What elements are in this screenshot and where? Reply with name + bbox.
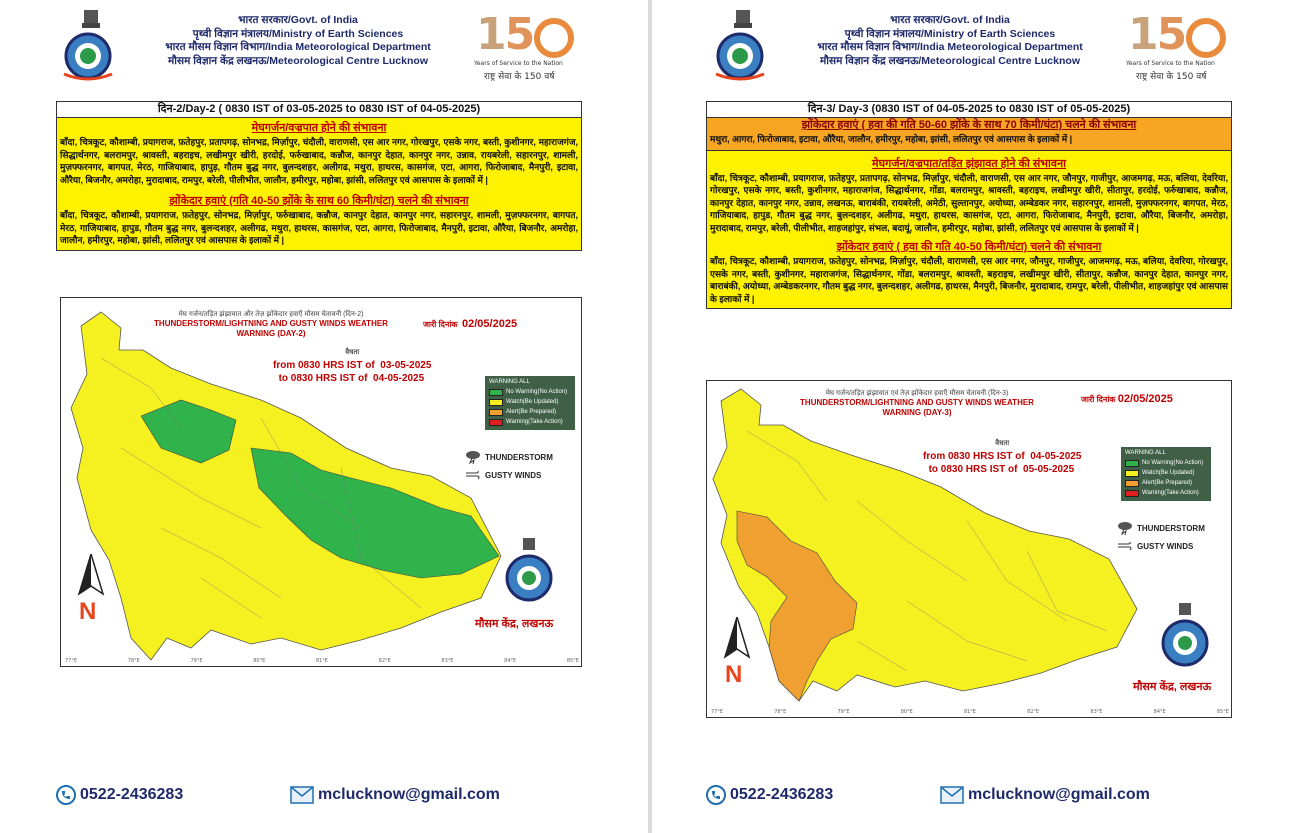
day-2-legend [485, 376, 575, 430]
logo-150-tagline-hi: राष्ट्र सेवा के 150 वर्ष [484, 72, 555, 82]
north-arrow-icon [77, 554, 105, 598]
header [0, 4, 648, 84]
day-2-title: दिन-2/Day-2 ( 0830 IST of 03-05-2025 to 0830 IST of 04-05-2025) [57, 102, 581, 118]
tick-label: 77°E [711, 709, 724, 715]
thunderstorm-icon [465, 450, 481, 464]
email-icon [940, 786, 964, 804]
met-centre-logo-icon [503, 538, 555, 604]
gusty-winds-symbol [1117, 541, 1193, 551]
logo-150-number: 15 [1128, 9, 1186, 60]
gusty-winds-icon [1117, 541, 1133, 551]
gusty-winds-label: GUSTY WINDS [485, 470, 542, 480]
day-2-map-title [121, 310, 421, 339]
logo-150-tagline-en: Years of Service to the Nation [1126, 60, 1215, 67]
validity-hi: वैधता [995, 440, 1010, 447]
tick-label: 77°E [65, 658, 78, 664]
gusty-winds-symbol [465, 470, 541, 480]
day-3-map-title-en-2: WARNING (DAY-3) [882, 408, 952, 417]
issue-date-value: 02/05/2025 [462, 318, 518, 330]
day-2-forecast-box [56, 101, 582, 251]
tick-label: 82°E [378, 658, 391, 664]
tick-label: 85°E [566, 658, 579, 664]
day-3-map-title [767, 389, 1067, 418]
tick-label: 79°E [190, 658, 203, 664]
phone-icon [706, 785, 726, 805]
legend-item [489, 417, 571, 427]
day-3-warning-map [706, 380, 1232, 718]
footer-phone[interactable] [56, 782, 183, 808]
phone-number: 0522-2436283 [730, 786, 834, 803]
tick-label: 84°E [504, 658, 517, 664]
legend-swatch-yellow [489, 399, 503, 406]
logo-150-ring-icon [534, 18, 574, 58]
legend-swatch-orange [489, 409, 503, 416]
legend-swatch-red [489, 419, 503, 426]
validity-to-prefix: to 0830 HRS IST of [278, 373, 368, 384]
legend-item [489, 407, 571, 417]
validity-to-date: 05-05-2025 [1023, 464, 1075, 475]
thunderstorm-label: THUNDERSTORM [1137, 523, 1205, 533]
thunderstorm-symbol [465, 450, 553, 464]
legend-item [1125, 458, 1207, 468]
day-3-issue-date [1081, 393, 1173, 405]
logo-150-tagline-en: Years of Service to the Nation [474, 60, 563, 67]
tick-label: 82°E [1027, 709, 1040, 715]
validity-to-date: 04-05-2025 [373, 373, 425, 384]
legend-label: Warning(Take Action) [506, 419, 563, 425]
tick-label: 80°E [900, 709, 913, 715]
tick-label: 85°E [1216, 709, 1229, 715]
org-line-2: पृथ्वी विज्ञान मंत्रालय/Ministry of Earth Sciences [844, 27, 1056, 40]
day-3-thunderstorm-districts: बाँदा, चित्रकूट, कौशाम्बी, प्रयागराज, फ़तेहपुर, प्रतापगढ़, सोनभद्र, मिर्ज़ापुर, चंदौली, वाराणसी, एस आर नगर, जौनपुर, गाजीपुर, आजमगढ़, मऊ, बलिया, देवरिया, गोरखपुर, एसके नगर, बस्ती, कुशीनगर, महाराजगंज, सिद्धार्थनगर, गोंडा, बलरामपुर, श्रावस्ती, बहराइच, लखीमपुर खीरी, सीतापुर, हरदोई, फर्रुखाबाद, कन्नौज, कानपुर देहात, कानपुर नगर, उन्नाव, लखनऊ, बाराबंकी, रायबरेली, अमेठी, सुल्तानपुर, अयोध्या, अम्बेडकर नगर, सहारनपुर, शामली, मुज़फ्फरनगर, बागपत, मेरठ, गाजियाबाद, हापुड, गौतम बुद्ध नगर, बुलन्दशहर, अलीगढ, मथुरा, हाथरस, कासगंज, एटा, आगरा, फिरोजाबाद, मैनपुरी, इटावा, औरैया, बिजनौर, अमरोहा, मुरादाबाद, रामपुर, बरेली, पीलीभीत, शाहजहांपुर, संभल, बदायूं, जालौन, हमीरपुर, महोबा, झांसी, ललितपुर एवं आसपास के इलाकों में | [710, 172, 1228, 233]
issue-date-value: 02/05/2025 [1117, 393, 1173, 405]
organisation-lines [780, 14, 1120, 68]
day-3-title: दिन-3/ Day-3 (0830 IST of 04-05-2025 to 0830 IST of 05-05-2025) [707, 102, 1231, 118]
day-3-map-title-hi: मेघ गर्जन/तड़ित झंझावात एवं तेज़ झोंकेदार हवाएँ मौसम चेतावनी (दिन-3) [825, 390, 1009, 397]
legend-label: No Warning(No Action) [1142, 460, 1204, 466]
header [652, 4, 1300, 84]
organisation-lines [128, 14, 468, 68]
longitude-ticks [65, 658, 579, 664]
day-3-strong-winds-section [707, 118, 1231, 150]
validity-from-date: 04-05-2025 [1030, 451, 1082, 462]
day-2-warning-map [60, 297, 582, 667]
day-2-thunderstorm-districts: बाँदा, चित्रकूट, कौशाम्बी, प्रयागराज, फ़तेहपुर, प्रतापगढ़, सोनभद्र, मिर्ज़ापुर, चंदौली, वाराणसी, एस आर नगर, गोरखपुर, एसके नगर, बस्ती, कुशीनगर, महाराजगंज, सिद्धार्थनगर, बलरामपुर, श्रावस्ती, बहराइच, लखीमपुर खीरी, हरदोई, फर्रुखाबाद, कन्नौज, कानपुर देहात, कानपुर नगर, उन्नाव, रायबरेली, सहारनपुर, शामली, मुज़फ्फरनगर, बागपत, मेरठ, गाजियाबाद, हापुड़, गौतम बुद्ध नगर, बुलन्दशहर, अलीगढ, मथुरा, हाथरस, कासगंज, एटा, आगरा, फिरोजाबाद, मैनपुरी, इटावा, औरैया, बिजनौर, अमरोहा, मुरादाबाद, रामपुर, बरेली, पीलीभीत, जालौन, हमीरपुर, महोबा, झांसी, ललितपुर एवं आसपास के इलाकों में | [60, 137, 578, 185]
tick-label: 81°E [963, 709, 976, 715]
footer-email[interactable] [290, 782, 500, 808]
met-centre-label: मौसम केंद्र, लखनऊ [1133, 681, 1212, 693]
gusty-winds-label: GUSTY WINDS [1137, 541, 1194, 551]
org-line-2: पृथ्वी विज्ञान मंत्रालय/Ministry of Earth Sciences [192, 27, 404, 40]
day-2-thunderstorm-heading: मेघगर्जन/वज्रपात होने की संभावना [251, 122, 387, 134]
day-2-issue-date [423, 318, 517, 330]
tick-label: 80°E [253, 658, 266, 664]
tick-label: 81°E [315, 658, 328, 664]
tick-label: 79°E [837, 709, 850, 715]
org-line-4: मौसम विज्ञान केंद्र लखनऊ/Meteorological Centre Lucknow [168, 54, 428, 67]
national-emblem-icon [70, 8, 112, 30]
north-letter: N [79, 598, 97, 625]
logo-150-tagline-hi: राष्ट्र सेवा के 150 वर्ष [1136, 72, 1207, 82]
legend-item [489, 397, 571, 407]
legend-label: Watch(Be Updated) [506, 399, 559, 405]
gusty-winds-icon [465, 470, 481, 480]
national-emblem-icon [722, 8, 764, 30]
day-3-forecast-box [706, 101, 1232, 309]
legend-label: No Warning(No Action) [506, 389, 568, 395]
footer-email[interactable] [940, 782, 1150, 808]
validity-from-date: 03-05-2025 [380, 360, 432, 371]
logo-150-years [1126, 9, 1236, 82]
legend-swatch-yellow [1125, 470, 1139, 477]
logo-150-years [474, 9, 584, 82]
legend-item [1125, 478, 1207, 488]
issue-label: जारी दिनांक [1081, 395, 1116, 404]
tick-label: 83°E [441, 658, 454, 664]
logo-150-ring-icon [1186, 18, 1226, 58]
met-centre-logo-icon [1159, 603, 1211, 669]
email-icon [290, 786, 314, 804]
tick-label: 78°E [774, 709, 787, 715]
day-3-gusty-winds-districts: बाँदा, चित्रकूट, कौशाम्बी, प्रयागराज, फ़तेहपुर, सोनभद्र, मिर्ज़ापुर, चंदौली, वाराणसी, एस आर नगर, जौनपुर, गाजीपुर, आजमगढ़, मऊ, बलिया, देवरिया, गोरखपुर, एसके नगर, बस्ती, कुशीनगर, महाराजगंज, सिद्धार्थनगर, गोंडा, बलरामपुर, श्रावस्ती, बहराइच, लखीमपुर खीरी, सीतापुर, कन्नौज, कानपुर देहात, कानपुर नगर, बाराबंकी, अयोध्या, अम्बेडकरनगर, गौतम बुद्ध नगर, बुलन्दशहर, अलीगढ, हाथरस, मैनपुरी, बिजनौर, मुरादाबाद, रामपुर, बरेली, पीलीभीत, शाहजहांपुर एवं आसपास के इलाकों में | [710, 256, 1228, 304]
day-3-thunderstorm-heading: मेघगर्जन/वज्रपात/तड़ित झंझावत होने की संभावना [872, 157, 1066, 170]
org-line-1: भारत सरकार/Govt. of India [890, 14, 1010, 26]
legend-item [489, 387, 571, 397]
page-day-3 [652, 0, 1300, 833]
day-3-gusty-winds-heading: झोंकेदार हवाएं ( हवा की गति 40-50 किमी/घंटा) चलने की संभावना [836, 241, 1102, 253]
issue-label: जारी दिनांक [423, 320, 458, 329]
legend-item [1125, 488, 1207, 498]
legend-swatch-orange [1125, 480, 1139, 487]
tick-label: 84°E [1153, 709, 1166, 715]
legend-label: Alert(Be Prepared) [506, 409, 557, 415]
thunderstorm-icon [1117, 521, 1133, 535]
day-2-gusty-winds-heading: झोंकेदार हवाएं (गति 40-50 झोंके के साथ 60 किमी/घंटा) चलने की संभावना [169, 195, 469, 207]
day-3-strong-winds-heading: झोंकेदार हवाएं ( हवा की गति 50-60 झोंके के साथ 70 किमी/घंटा) चलने की संभावना [801, 119, 1137, 131]
legend-label: Alert(Be Prepared) [1142, 480, 1193, 486]
day-3-validity [923, 437, 1081, 476]
day-3-legend [1121, 447, 1211, 501]
north-arrow [77, 554, 107, 628]
tick-label: 83°E [1090, 709, 1103, 715]
phone-icon [56, 785, 76, 805]
imd-logo-icon [56, 30, 120, 82]
validity-from-prefix: from 0830 HRS IST of [923, 451, 1025, 462]
legend-swatch-red [1125, 490, 1139, 497]
phone-number: 0522-2436283 [80, 786, 184, 803]
email-address: mclucknow@gmail.com [968, 786, 1150, 803]
longitude-ticks [711, 709, 1229, 715]
org-line-4: मौसम विज्ञान केंद्र लखनऊ/Meteorological Centre Lucknow [820, 54, 1080, 67]
page-day-2 [0, 0, 648, 833]
day-2-validity [273, 346, 431, 385]
legend-title: WARNING ALL [489, 379, 530, 385]
met-centre-label: मौसम केंद्र, लखनऊ [475, 618, 554, 630]
org-line-3: भारत मौसम विज्ञान विभाग/India Meteorological Department [817, 41, 1083, 53]
legend-swatch-green [489, 389, 503, 396]
north-arrow [723, 617, 753, 691]
org-line-3: भारत मौसम विज्ञान विभाग/India Meteorological Department [165, 41, 431, 53]
validity-to-prefix: to 0830 HRS IST of [928, 464, 1018, 475]
thunderstorm-label: THUNDERSTORM [485, 452, 553, 462]
north-letter: N [725, 661, 743, 688]
legend-title: WARNING ALL [1125, 450, 1166, 456]
day-2-map-title-en-2: WARNING (DAY-2) [236, 329, 306, 338]
legend-label: Watch(Be Updated) [1142, 470, 1195, 476]
validity-hi: वैधता [345, 349, 360, 356]
thunderstorm-symbol [1117, 521, 1205, 535]
footer-phone[interactable] [706, 782, 833, 808]
day-2-map-title-hi: मेघ गर्जन/तड़ित झंझावात और तेज़ झोंकेदार हवाएँ मौसम चेतावनी (दिन-2) [178, 311, 364, 318]
legend-item [1125, 468, 1207, 478]
logo-150-number: 15 [476, 9, 534, 60]
tick-label: 78°E [127, 658, 140, 664]
north-arrow-icon [723, 617, 751, 661]
day-3-strong-winds-districts: मथुरा, आगरा, फिरोजाबाद, इटावा, औरैया, जालौन, हमीरपुर, महोबा, झांसी, ललितपुर एवं आसपास के इलाकों में | [710, 134, 1073, 144]
day-3-map-title-en-1: THUNDERSTORM/LIGHTNING AND GUSTY WINDS WEATHER [800, 398, 1034, 407]
org-line-1: भारत सरकार/Govt. of India [238, 14, 358, 26]
email-address: mclucknow@gmail.com [318, 786, 500, 803]
validity-from-prefix: from 0830 HRS IST of [273, 360, 375, 371]
legend-label: Warning(Take Action) [1142, 490, 1199, 496]
day-2-gusty-winds-districts: बाँदा, चित्रकूट, कौशाम्बी, प्रयागराज, फ़तेहपुर, सोनभद्र, मिर्ज़ापुर, फर्रुखाबाद, कन्नौज, कानपुर देहात, कानपुर नगर, सहारनपुर, शामली, मुज़फ्फरनगर, बागपत, मेरठ, गाजियाबाद, हापुड, गौतम बुद्ध नगर, बुलन्दशहर, अलीगढ, मथुरा, हाथरस, कासगंज, एटा, आगरा, फिरोजाबाद, मैनपुरी, इटावा, औरैया, बिजनौर, अमरोहा, जालौन, हमीरपुर, महोबा, झांसी, ललितपुर एवं आसपास के इलाकों में | [60, 210, 578, 245]
imd-logo-icon [708, 30, 772, 82]
day-2-map-title-en-1: THUNDERSTORM/LIGHTNING AND GUSTY WINDS WEATHER [154, 319, 388, 328]
legend-swatch-green [1125, 460, 1139, 467]
